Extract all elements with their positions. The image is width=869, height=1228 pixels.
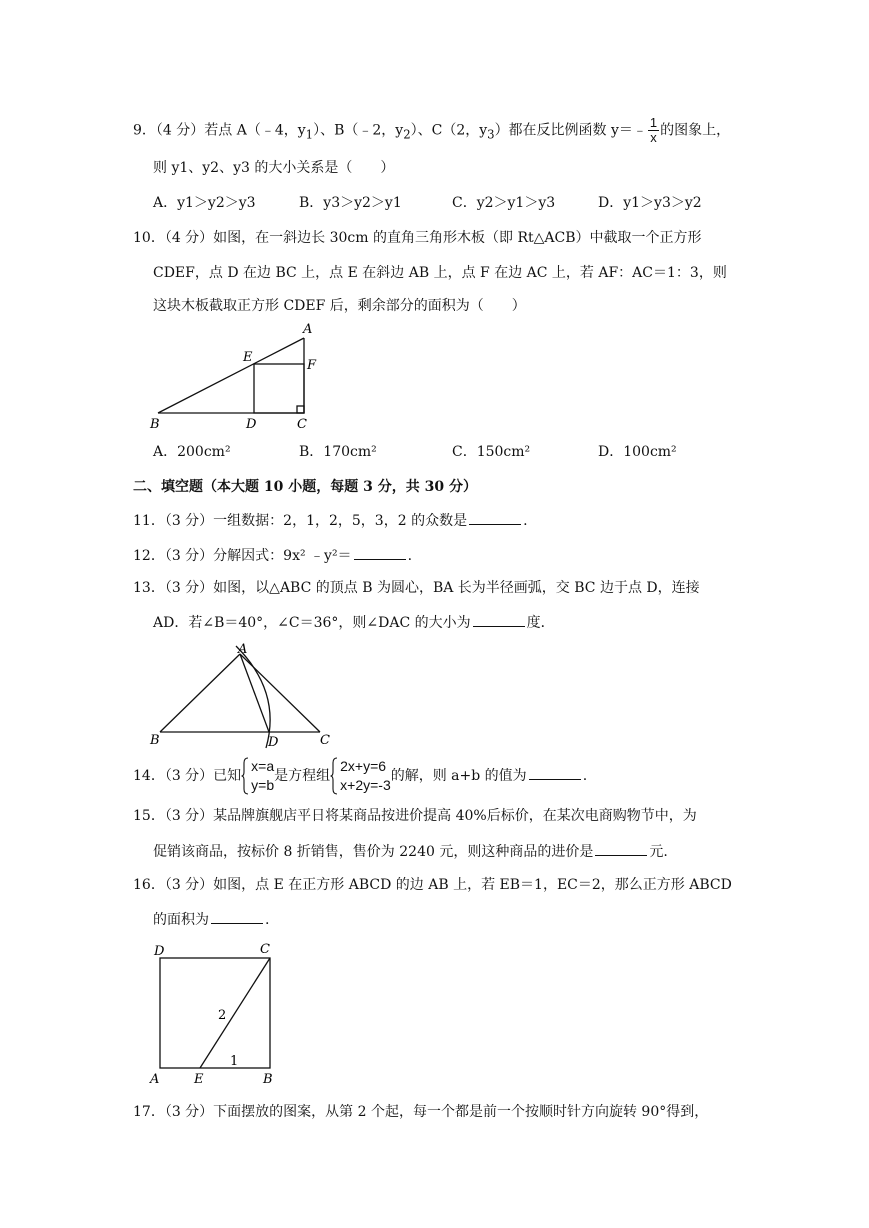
answer-blank[interactable] — [529, 765, 581, 780]
q10-option-b[interactable]: B．170cm² — [299, 444, 377, 460]
q13-line1: 13．（3 分）如图，以△ABC 的顶点 B 为圆心，BA 长为半径画弧，交 BC 边于点 D，连接 — [133, 580, 700, 596]
q10-option-d[interactable]: D．100cm² — [598, 444, 677, 460]
label-a: A — [303, 322, 313, 337]
q10-line3: 这块木板截取正方形 CDEF 后，剩余部分的面积为（ ） — [153, 298, 526, 314]
q10-options — [153, 442, 793, 462]
label-d: D — [268, 735, 279, 750]
q13-line2: AD．若∠B＝40°，∠C＝36°，则∠DAC 的大小为 度． — [153, 612, 555, 633]
label-eb-length: 1 — [230, 1054, 239, 1069]
segment-ad — [240, 654, 269, 732]
q10-line1: 10．（4 分）如图，在一斜边长 30cm 的直角三角形木板（即 Rt△ACB）中截取一个正方形 — [133, 230, 702, 246]
label-d: D — [246, 417, 257, 432]
q13-triangle-arc-figure — [140, 642, 340, 752]
label-ec-length: 2 — [218, 1008, 227, 1023]
q15-line1: 15．（3 分）某品牌旗舰店平日将某商品按进价提高 40%后标价，在某次电商购物节中，为 — [133, 808, 697, 824]
q9-option-d[interactable]: D．y1＞y3＞y2 — [598, 195, 702, 211]
label-b: B — [150, 417, 160, 432]
q10-triangle-figure — [140, 318, 340, 436]
q16-line1: 16．（3 分）如图，点 E 在正方形 ABCD 的边 AB 上，若 EB＝1，EC＝2，那么正方形 ABCD — [133, 877, 732, 893]
q10-option-a[interactable]: A．200cm² — [153, 444, 231, 460]
q9-option-c[interactable]: C．y2＞y1＞y3 — [452, 195, 556, 211]
label-b: B — [263, 1072, 273, 1087]
q9-option-a[interactable]: A．y1＞y2＞y3 — [153, 195, 256, 211]
q17-line1: 17．（3 分）下面摆放的图案，从第 2 个起，每一个都是前一个按顺时针方向旋转 90°得到， — [133, 1104, 709, 1120]
label-a: A — [150, 1072, 160, 1087]
q9-options — [153, 193, 793, 213]
answer-blank[interactable] — [473, 612, 525, 627]
q12: 12．（3 分）分解因式：9x² ﹣y²＝ . — [133, 545, 412, 566]
left-brace-icon — [241, 757, 249, 795]
q9-line2: 则 y1、y2、y3 的大小关系是（ ） — [153, 160, 395, 176]
answer-blank[interactable] — [211, 909, 263, 924]
q10-option-c[interactable]: C．150cm² — [452, 444, 531, 460]
left-brace-icon — [330, 757, 338, 795]
fraction-1-over-x: $\frac{1}{x}$ — [649, 115, 658, 145]
q16-square-figure — [145, 938, 285, 1090]
answer-blank[interactable] — [595, 841, 647, 856]
q11: 11．（3 分）一组数据：2，1，2，5，3，2 的众数是 . — [133, 510, 528, 531]
q9-option-b[interactable]: B．y3＞y2＞y1 — [299, 195, 402, 211]
right-angle-mark — [297, 406, 304, 413]
q16-line2: 的面积为 . — [153, 909, 269, 930]
compass-arc — [236, 646, 270, 748]
system-equations: 2x+y=6 x+2y=-3 — [330, 757, 391, 795]
segment-ec — [200, 958, 270, 1068]
hypotenuse-ab — [158, 338, 304, 413]
answer-blank[interactable] — [469, 510, 521, 525]
q14: 14．（3 分）已知 x=a y=b 是方程组 2x+y=6 x+2y=-3 的解，则 a+b 的值为 . — [133, 758, 588, 793]
square-abcd — [160, 958, 270, 1068]
q10-line2: CDEF，点 D 在边 BC 上，点 E 在斜边 AB 上，点 F 在边 AC 上，若 AF：AC＝1：3，则 — [153, 265, 727, 281]
label-c: C — [260, 942, 270, 957]
side-ba — [160, 654, 240, 732]
label-c: C — [320, 733, 330, 748]
answer-blank[interactable] — [354, 545, 406, 560]
label-d: D — [154, 944, 165, 959]
section-2-heading: 二、填空题（本大题 10 小题，每题 3 分，共 30 分） — [133, 479, 477, 495]
label-c: C — [297, 417, 307, 432]
label-b: B — [150, 733, 160, 748]
label-f: F — [307, 358, 317, 373]
label-e: E — [194, 1072, 204, 1087]
label-a: A — [238, 642, 248, 657]
q9-line1: 9．（4 分）若点 A（﹣4，$y_1$）、B（﹣2，$y_2$）、C（2，$y_3$）都在反比例函数 y＝﹣ $\frac{1}{x}$ 的图象上， — [133, 115, 731, 145]
q15-line2: 促销该商品，按标价 8 折销售，售价为 2240 元，则这种商品的进价是 元. — [153, 841, 668, 862]
label-e: E — [243, 350, 253, 365]
system-xy: x=a y=b — [241, 757, 274, 795]
